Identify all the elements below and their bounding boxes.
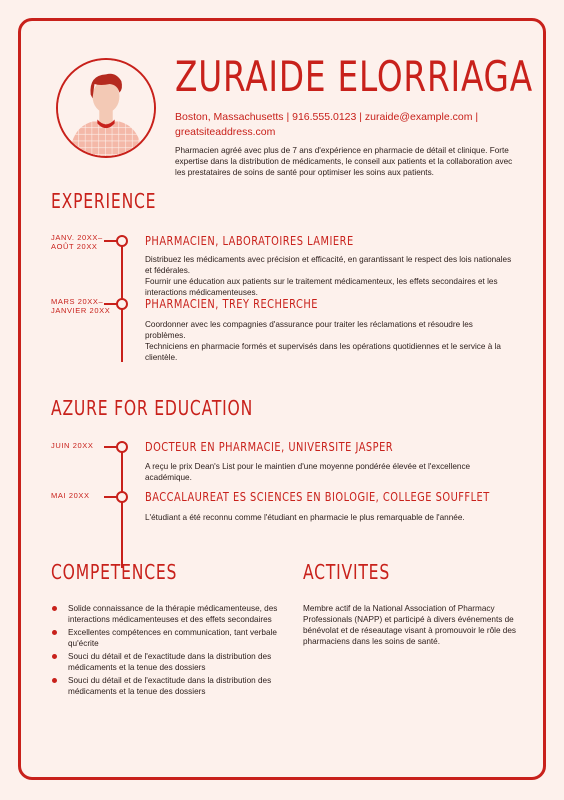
skills-heading: COMPETENCES — [51, 560, 178, 584]
bullet-icon — [52, 606, 57, 611]
date-end: JANVIER 20XX — [51, 306, 111, 315]
contact-info — [175, 110, 495, 140]
skill-text: Souci du détail et de l'exactitude dans la distribution des médicaments et la tenue des dossiers — [68, 676, 272, 696]
list-item — [52, 628, 292, 649]
timeline-dot — [116, 235, 128, 247]
education-date: JUIN 20XX — [51, 441, 94, 450]
bullet-icon — [52, 654, 57, 659]
candidate-name: ZURAIDE ELORRIAGA — [175, 52, 533, 101]
date-start: MARS 20XX– — [51, 297, 104, 306]
list-item — [52, 676, 292, 697]
contact-line: Boston, Massachusetts | 916.555.0123 | zuraide@example.com | — [175, 111, 479, 123]
job-description: Distribuez les médicaments avec précision et efficacité, en garantissant le respect des lois nationales et fédérales. Fournir une éducation aux patients sur le traitement médicamenteux, les effets secondaires et les interactions médicamenteuses. — [145, 255, 512, 297]
experience-date — [51, 233, 121, 251]
timeline-dot — [116, 441, 128, 453]
experience-date — [51, 297, 121, 315]
skill-text: Excellentes compétences en communication, tant verbale qu'écrite — [68, 628, 277, 648]
degree-title: DOCTEUR EN PHARMACIE, UNIVERSITE JASPER — [145, 440, 394, 454]
website-link[interactable]: greatsiteaddress.com — [175, 126, 276, 138]
list-item — [52, 652, 292, 673]
skill-text: Souci du détail et de l'exactitude dans la distribution des médicaments et la tenue des dossiers — [68, 652, 272, 672]
timeline-dot — [116, 491, 128, 503]
skill-text: Solide connaissance de la thérapie médicamenteuse, des interactions médicamenteuses et des effets secondaires — [68, 604, 278, 624]
job-title: PHARMACIEN, LABORATOIRES LAMIERE — [145, 234, 354, 248]
person-avatar-icon — [58, 60, 154, 156]
avatar — [56, 58, 156, 158]
activities-heading: ACTIVITES — [303, 560, 391, 584]
timeline-dot — [116, 298, 128, 310]
degree-description: L'étudiant a été reconnu comme l'étudiant en pharmacie le plus remarquable de l'année. — [145, 513, 465, 522]
education-heading: AZURE FOR EDUCATION — [51, 396, 254, 420]
degree-description: A reçu le prix Dean's List pour le maintien d'une moyenne pondérée élevée et l'excellence académique. — [145, 462, 471, 482]
bullet-icon — [52, 678, 57, 683]
profile-summary: Pharmacien agréé avec plus de 7 ans d'expérience en pharmacie de détail et clinique. Forte expertise dans la distribution de médicaments, le conseil aux patients et la collaboration avec les prestataires de soins de santé pour optimiser les soins aux patients. — [175, 146, 513, 177]
skills-list — [52, 604, 292, 700]
education-date: MAI 20XX — [51, 491, 90, 500]
activities-text: Membre actif de la National Association of Pharmacy Professionals (NAPP) et participé à divers événements de bénévolat et de réseautage visant à promouvoir le rôle des pharmaciens dans les soins de santé. — [303, 604, 517, 646]
degree-title: BACCALAUREAT ES SCIENCES EN BIOLOGIE, COLLEGE SOUFFLET — [145, 490, 490, 504]
bullet-icon — [52, 630, 57, 635]
date-end: AOÛT 20XX — [51, 242, 98, 251]
list-item — [52, 604, 292, 625]
date-start: JANV. 20XX– — [51, 233, 103, 242]
education-timeline — [121, 446, 123, 568]
job-description: Coordonner avec les compagnies d'assurance pour traiter les réclamations et résoudre les problèmes. Techniciens en pharmacie formés et supervisés dans les opérations quotidiennes et le service à la clientèle. — [145, 320, 501, 362]
experience-heading: EXPERIENCE — [51, 189, 157, 213]
job-title: PHARMACIEN, TREY RECHERCHE — [145, 297, 318, 311]
